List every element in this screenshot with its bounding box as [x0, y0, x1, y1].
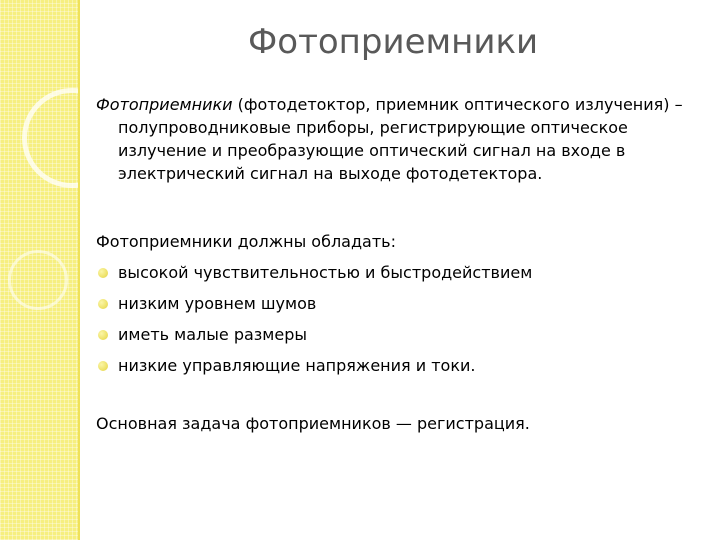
list-item-text: низкие управляющие напряжения и токи.: [118, 356, 476, 375]
requirements-heading: Фотоприемники должны обладать:: [96, 232, 396, 251]
decorative-ring-large: [22, 88, 80, 188]
bullet-icon: [98, 330, 108, 340]
list-item: [96, 261, 532, 292]
list-item: [96, 354, 532, 385]
decorative-ring-small: [8, 250, 68, 310]
decorative-side-band: [0, 0, 80, 540]
bullet-icon: [98, 268, 108, 278]
bullet-icon: [98, 361, 108, 371]
list-item: [96, 292, 532, 323]
bullet-icon: [98, 299, 108, 309]
list-item-text: высокой чувствительностью и быстродействием: [118, 263, 533, 282]
slide-content: [80, 0, 720, 540]
list-item: [96, 323, 532, 354]
conclusion-text: Основная задача фотоприемников — регистрация.: [96, 414, 530, 433]
list-item-text: низким уровнем шумов: [118, 294, 317, 313]
requirements-list: [96, 261, 532, 385]
definition-term: Фотоприемники: [96, 95, 233, 114]
definition-body: (фотодетоктор, приемник оптического излучения) – полупроводниковые приборы, регистрирующие оптическое излучение и преобразующие оптический сигнал на входе в электрический сигнал на выходе фотодетектора.: [118, 95, 683, 183]
list-item-text: иметь малые размеры: [118, 325, 307, 344]
definition-paragraph: [96, 93, 718, 185]
slide-title: Фотоприемники: [248, 22, 539, 62]
